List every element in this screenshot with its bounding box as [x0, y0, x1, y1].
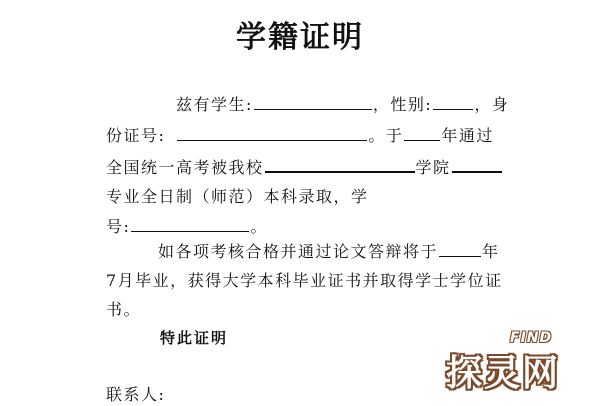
gender-label: ，性别:: [372, 95, 433, 114]
id-number-label: 份证号:: [106, 126, 166, 145]
graduation-condition-text: 如各项考核合格并通过论文答辩将于: [158, 242, 439, 261]
para2-line2: [106, 270, 503, 292]
contact-label: 联系人:: [106, 385, 166, 404]
admission-text: 全国统一高考被我校: [106, 158, 264, 177]
student-id-label: 号:: [106, 217, 131, 236]
watermark-find-text: FIND: [510, 330, 553, 346]
period-text: 。: [250, 217, 268, 236]
para1-line5: [106, 215, 268, 238]
para1-line4: [106, 186, 369, 208]
para2-line1: [158, 240, 500, 263]
site-watermark-logo: [446, 324, 586, 394]
student-id-blank: [131, 215, 249, 232]
id-prefix-text: ，身: [474, 95, 510, 114]
student-name-label: 兹有学生:: [176, 95, 253, 114]
para2-line3: [106, 299, 141, 321]
college-label: 学院: [415, 158, 451, 177]
closing-text: 特此证明: [160, 329, 229, 347]
year-suffix-text: 年通过: [441, 126, 494, 145]
major-blank: [452, 155, 502, 173]
certificate-end-text: 书。: [106, 300, 142, 319]
enrollment-text: 专业全日制（师范）本科录取，学: [106, 187, 369, 206]
para1-line1: [176, 93, 509, 116]
para1-line3: [106, 155, 503, 179]
college-blank: [265, 155, 415, 173]
graduation-year-blank: [439, 240, 481, 257]
year-prefix-text: 。于: [368, 126, 404, 145]
watermark-main-text: 探灵网: [446, 353, 561, 394]
graduation-year-suffix: 年: [482, 242, 500, 261]
graduation-details-text: 7月毕业，获得大学本科毕业证书并取得学士学位证: [106, 271, 503, 290]
document-title: 学籍证明: [236, 20, 364, 55]
student-name-blank: [254, 93, 372, 110]
gender-blank: [433, 93, 473, 110]
admission-year-blank: [404, 124, 440, 141]
id-number-blank: [177, 124, 367, 141]
para1-line2: [106, 124, 494, 147]
